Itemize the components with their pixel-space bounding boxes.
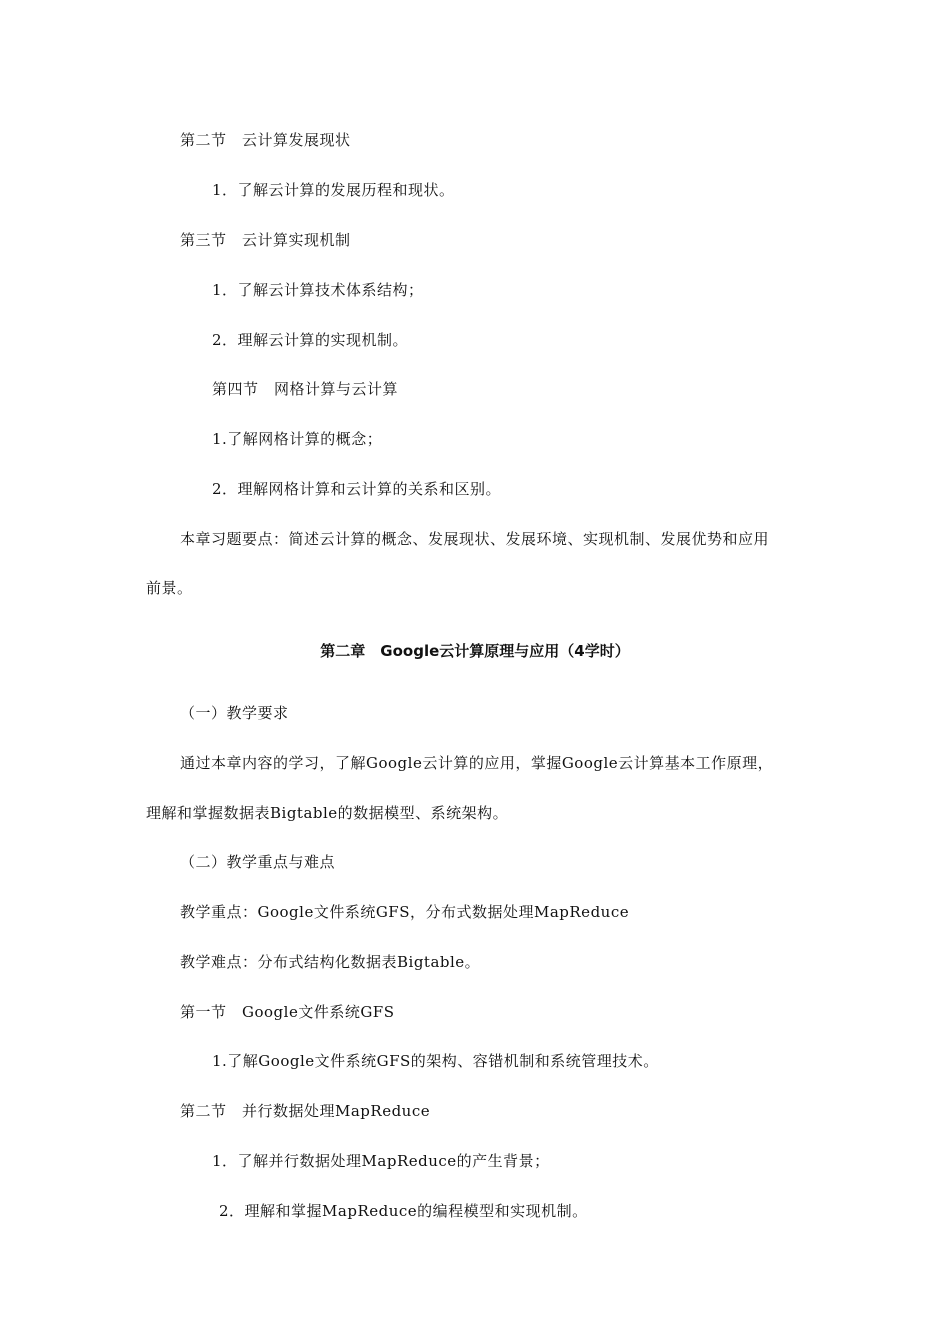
difficulties-text: 教学难点：分布式结构化数据表Bigtable。 (180, 953, 481, 971)
list-item: 1.了解网格计算的概念； (212, 430, 383, 448)
requirements-paragraph-continued: 理解和掌握数据表Bigtable的数据模型、系统架构。 (146, 804, 509, 822)
exercise-paragraph: 本章习题要点：简述云计算的概念、发展现状、发展环境、实现机制、发展优势和应用 (180, 530, 770, 548)
subsection-heading-requirements: （一）教学要求 (180, 704, 289, 722)
exercise-paragraph-continued: 前景。 (146, 579, 193, 597)
requirements-paragraph: 通过本章内容的学习，了解Google云计算的应用，掌握Google云计算基本工作原理， (180, 754, 774, 772)
list-item: 2．理解和掌握MapReduce的编程模型和实现机制。 (219, 1202, 588, 1220)
list-item: 1.了解Google文件系统GFS的架构、容错机制和系统管理技术。 (212, 1052, 659, 1070)
key-points-text: 教学重点：Google文件系统GFS，分布式数据处理MapReduce (180, 903, 630, 921)
chapter-title: 第二章 Google云计算原理与应用（4学时） (320, 642, 630, 660)
list-item: 1．了解云计算技术体系结构； (212, 281, 424, 299)
section-heading-2-mapreduce: 第二节 并行数据处理MapReduce (180, 1102, 431, 1120)
section-heading-3: 第三节 云计算实现机制 (180, 231, 351, 249)
section-heading-4: 第四节 网格计算与云计算 (212, 380, 399, 398)
section-heading-2: 第二节 云计算发展现状 (180, 131, 351, 149)
subsection-heading-key-points: （二）教学重点与难点 (180, 853, 336, 871)
section-heading-1: 第一节 Google文件系统GFS (180, 1003, 395, 1021)
list-item: 2．理解云计算的实现机制。 (212, 331, 409, 349)
list-item: 1．了解并行数据处理MapReduce的产生背景； (212, 1152, 550, 1170)
list-item: 2．理解网格计算和云计算的关系和区别。 (212, 480, 502, 498)
list-item: 1．了解云计算的发展历程和现状。 (212, 181, 455, 199)
